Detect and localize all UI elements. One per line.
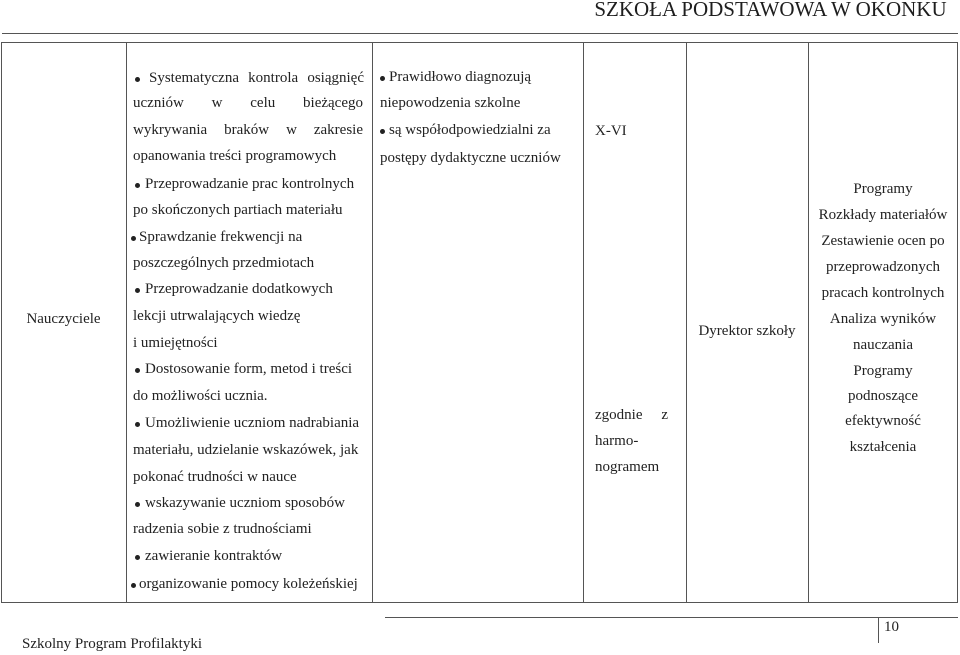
column-divider: [372, 42, 373, 603]
list-item-line: wykrywania braków w zakresie: [133, 122, 363, 138]
list-item-line: uczniów w celu bieżącego: [133, 95, 363, 111]
term-top: X-VI: [595, 123, 627, 139]
list-item-line: Systematyczna kontrola osiągnięć: [149, 70, 364, 86]
bullet-icon: [135, 422, 140, 427]
list-item-line: niepowodzenia szkolne: [380, 95, 521, 111]
evidence-line: kształcenia: [849, 439, 917, 455]
footer-title: Szkolny Program Profilaktyki: [22, 636, 202, 652]
list-item-line: są współodpowiedzialni za: [389, 122, 551, 138]
list-item-line: pokonać trudności w nauce: [133, 469, 297, 485]
term-line: nogramem: [595, 459, 660, 475]
evidence-line: efektywność: [845, 413, 921, 429]
evidence-line: podnoszące: [848, 388, 918, 404]
column-divider: [583, 42, 584, 603]
list-item-line: Przeprowadzanie prac kontrolnych: [145, 176, 355, 192]
list-item-line: opanowania treści programowych: [133, 148, 337, 164]
supervisor-cell: Dyrektor szkoły: [698, 323, 796, 339]
bullet-icon: [135, 183, 140, 188]
column-divider: [126, 42, 127, 603]
bullet-icon: [380, 76, 385, 81]
term-line: harmo-: [595, 433, 639, 449]
list-item-line: Przeprowadzanie dodatkowych: [145, 281, 333, 297]
list-item-line: do możliwości ucznia.: [133, 388, 268, 404]
list-item-line: postępy dydaktyczne uczniów: [380, 150, 561, 166]
bullet-icon: [131, 583, 136, 588]
list-item-line: organizowanie pomocy koleżeńskiej: [139, 576, 358, 592]
evidence-line: Zestawienie ocen po: [821, 233, 945, 249]
evidence-line: nauczania: [853, 337, 913, 353]
responsible-cell: Nauczyciele: [26, 311, 101, 327]
evidence-line: przeprowadzonych: [825, 259, 941, 275]
bullet-icon: [135, 368, 140, 373]
list-item-line: zawieranie kontraktów: [145, 548, 283, 564]
bullet-icon: [131, 236, 136, 241]
evidence-line: Programy: [853, 181, 913, 197]
list-item-line: Prawidłowo diagnozują: [389, 69, 532, 85]
list-item-line: wskazywanie uczniom sposobów: [145, 495, 345, 511]
list-item-line: poszczególnych przedmiotach: [133, 255, 315, 271]
list-item-line: Dostosowanie form, metod i treści: [145, 361, 353, 377]
list-item-line: materiału, udzielanie wskazówek, jak: [133, 442, 359, 458]
list-item-line: lekcji utrwalających wiedzę: [133, 308, 301, 324]
list-item-line: po skończonych partiach materiału: [133, 202, 343, 218]
bullet-icon: [135, 555, 140, 560]
page-number-divider: [878, 617, 879, 643]
list-item-line: i umiejętności: [133, 335, 218, 351]
term-line: zgodnie z: [595, 407, 668, 423]
bullet-icon: [380, 129, 385, 134]
list-item-line: radzenia sobie z trudnościami: [133, 521, 312, 537]
list-item-line: Sprawdzanie frekwencji na: [139, 229, 303, 245]
footer-rule: [385, 617, 958, 618]
evidence-line: pracach kontrolnych: [821, 285, 945, 301]
header-rule: [2, 33, 958, 34]
bullet-icon: [135, 502, 140, 507]
bullet-icon: [135, 288, 140, 293]
evidence-line: Programy: [853, 363, 913, 379]
page-header-title: SZKOŁA PODSTAWOWA W OKONKU: [594, 0, 947, 21]
evidence-line: Analiza wyników: [829, 311, 937, 327]
list-item-line: Umożliwienie uczniom nadrabiania: [145, 415, 360, 431]
evidence-line: Rozkłady materiałów: [818, 207, 948, 223]
page-number: 10: [884, 619, 899, 635]
bullet-icon: [135, 77, 140, 82]
